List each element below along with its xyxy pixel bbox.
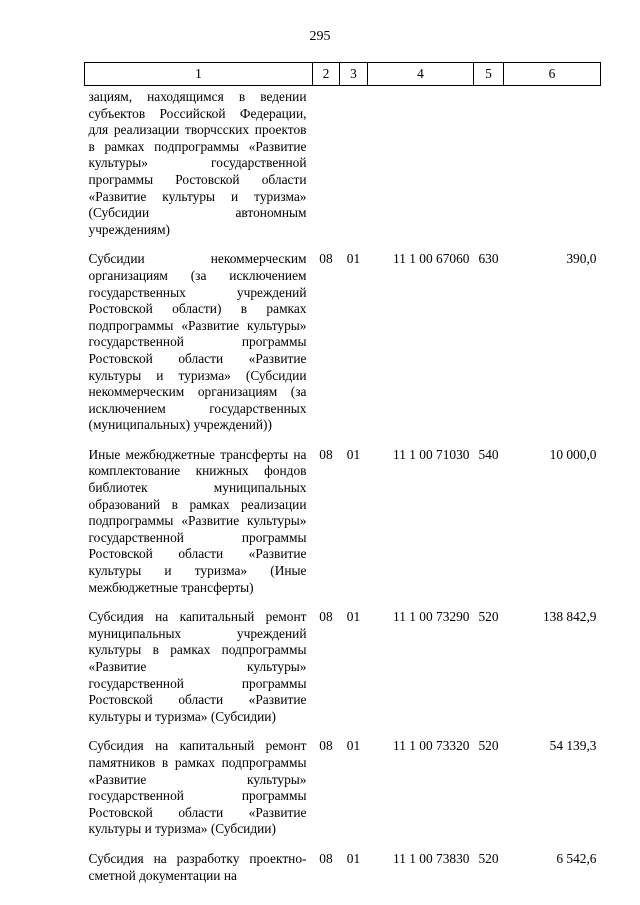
row-section: 08 — [319, 609, 333, 625]
row-target-code: 11 1 00 73290 — [393, 609, 470, 625]
row-target-code: 11 1 00 71030 — [393, 446, 470, 462]
row-subsection: 01 — [346, 609, 361, 625]
table-row — [85, 606, 601, 735]
budget-table — [84, 62, 601, 894]
table-row — [85, 248, 601, 444]
row-subsection: 01 — [346, 251, 361, 267]
row-subsection — [340, 86, 368, 249]
row-description: Субсидия на капитальный ремонт муниципальных учреждений культуры в рамках подпрограммы «Развитие культуры» государственной программы Ростовской области «Развитие культуры и туризма» (Субсидии) — [88, 609, 307, 724]
row-target-code: 11 1 00 73830 — [393, 850, 470, 866]
table-header-row — [85, 63, 601, 86]
column-header-5: 5 — [474, 63, 504, 86]
row-amount: 390,0 — [566, 251, 597, 267]
row-description: Субсидии некоммерческим организациям (за исключением государственных учреждений Ростовской области) в рамках подпрограммы «Развитие культуры» государственной программы Ростовской области «Развитие культуры и туризма» (Субсидии некоммерческим организациям (за исключением государственных (муниципальных) учреждений)) — [88, 251, 307, 433]
row-subsection: 01 — [346, 446, 361, 462]
row-target-code: 11 1 00 73320 — [393, 738, 470, 754]
row-amount: 54 139,3 — [549, 738, 597, 754]
row-description: Иные межбюджетные трансферты на комплектование книжных фондов библиотек муниципальных образований в рамках реализации подпрограммы «Развитие культуры» государственной программы Ростовской области «Развитие культуры и туризма» (Иные межбюджетные трансферты) — [88, 446, 307, 595]
table-row — [85, 444, 601, 606]
column-header-2: 2 — [313, 63, 340, 86]
row-subsection: 01 — [346, 738, 361, 754]
row-description: Субсидия на капитальный ремонт памятников в рамках подпрограммы «Развитие культуры» государственной программы Ростовской области «Развитие культуры и туризма» (Субсидии) — [88, 738, 307, 837]
column-header-4: 4 — [368, 63, 474, 86]
page-number: 295 — [309, 29, 331, 44]
table-row — [85, 86, 601, 249]
row-amount: 138 842,9 — [542, 609, 597, 625]
row-section: 08 — [319, 446, 333, 462]
row-target-code — [368, 86, 474, 249]
row-amount: 10 000,0 — [549, 446, 597, 462]
row-subsection: 01 — [346, 850, 361, 866]
column-header-6: 6 — [504, 63, 601, 86]
column-header-3: 3 — [340, 63, 368, 86]
row-description: Субсидия на разработку проектно-сметной документации на — [88, 850, 307, 883]
row-description: зациям, находящимся в ведении субъектов Российской Федерации, для реализации творчсских проектов в рамках подпрограммы «Развитие культуры» государственной программы Ростовской области «Развитие культуры и туризма» (Субсидии автономным учреждениям) — [88, 89, 307, 237]
row-section: 08 — [319, 850, 333, 866]
table-row — [85, 735, 601, 848]
column-header-1: 1 — [85, 63, 313, 86]
row-expense-type: 540 — [478, 446, 499, 462]
row-amount — [504, 86, 601, 249]
row-section: 08 — [319, 251, 333, 267]
row-expense-type: 630 — [478, 251, 499, 267]
row-section: 08 — [319, 738, 333, 754]
row-expense-type: 520 — [478, 850, 499, 866]
row-expense-type — [474, 86, 504, 249]
row-section — [313, 86, 340, 249]
row-expense-type: 520 — [478, 609, 499, 625]
table-row — [85, 848, 601, 894]
row-expense-type: 520 — [478, 738, 499, 754]
row-target-code: 11 1 00 67060 — [393, 251, 470, 267]
row-amount: 6 542,6 — [556, 850, 597, 866]
